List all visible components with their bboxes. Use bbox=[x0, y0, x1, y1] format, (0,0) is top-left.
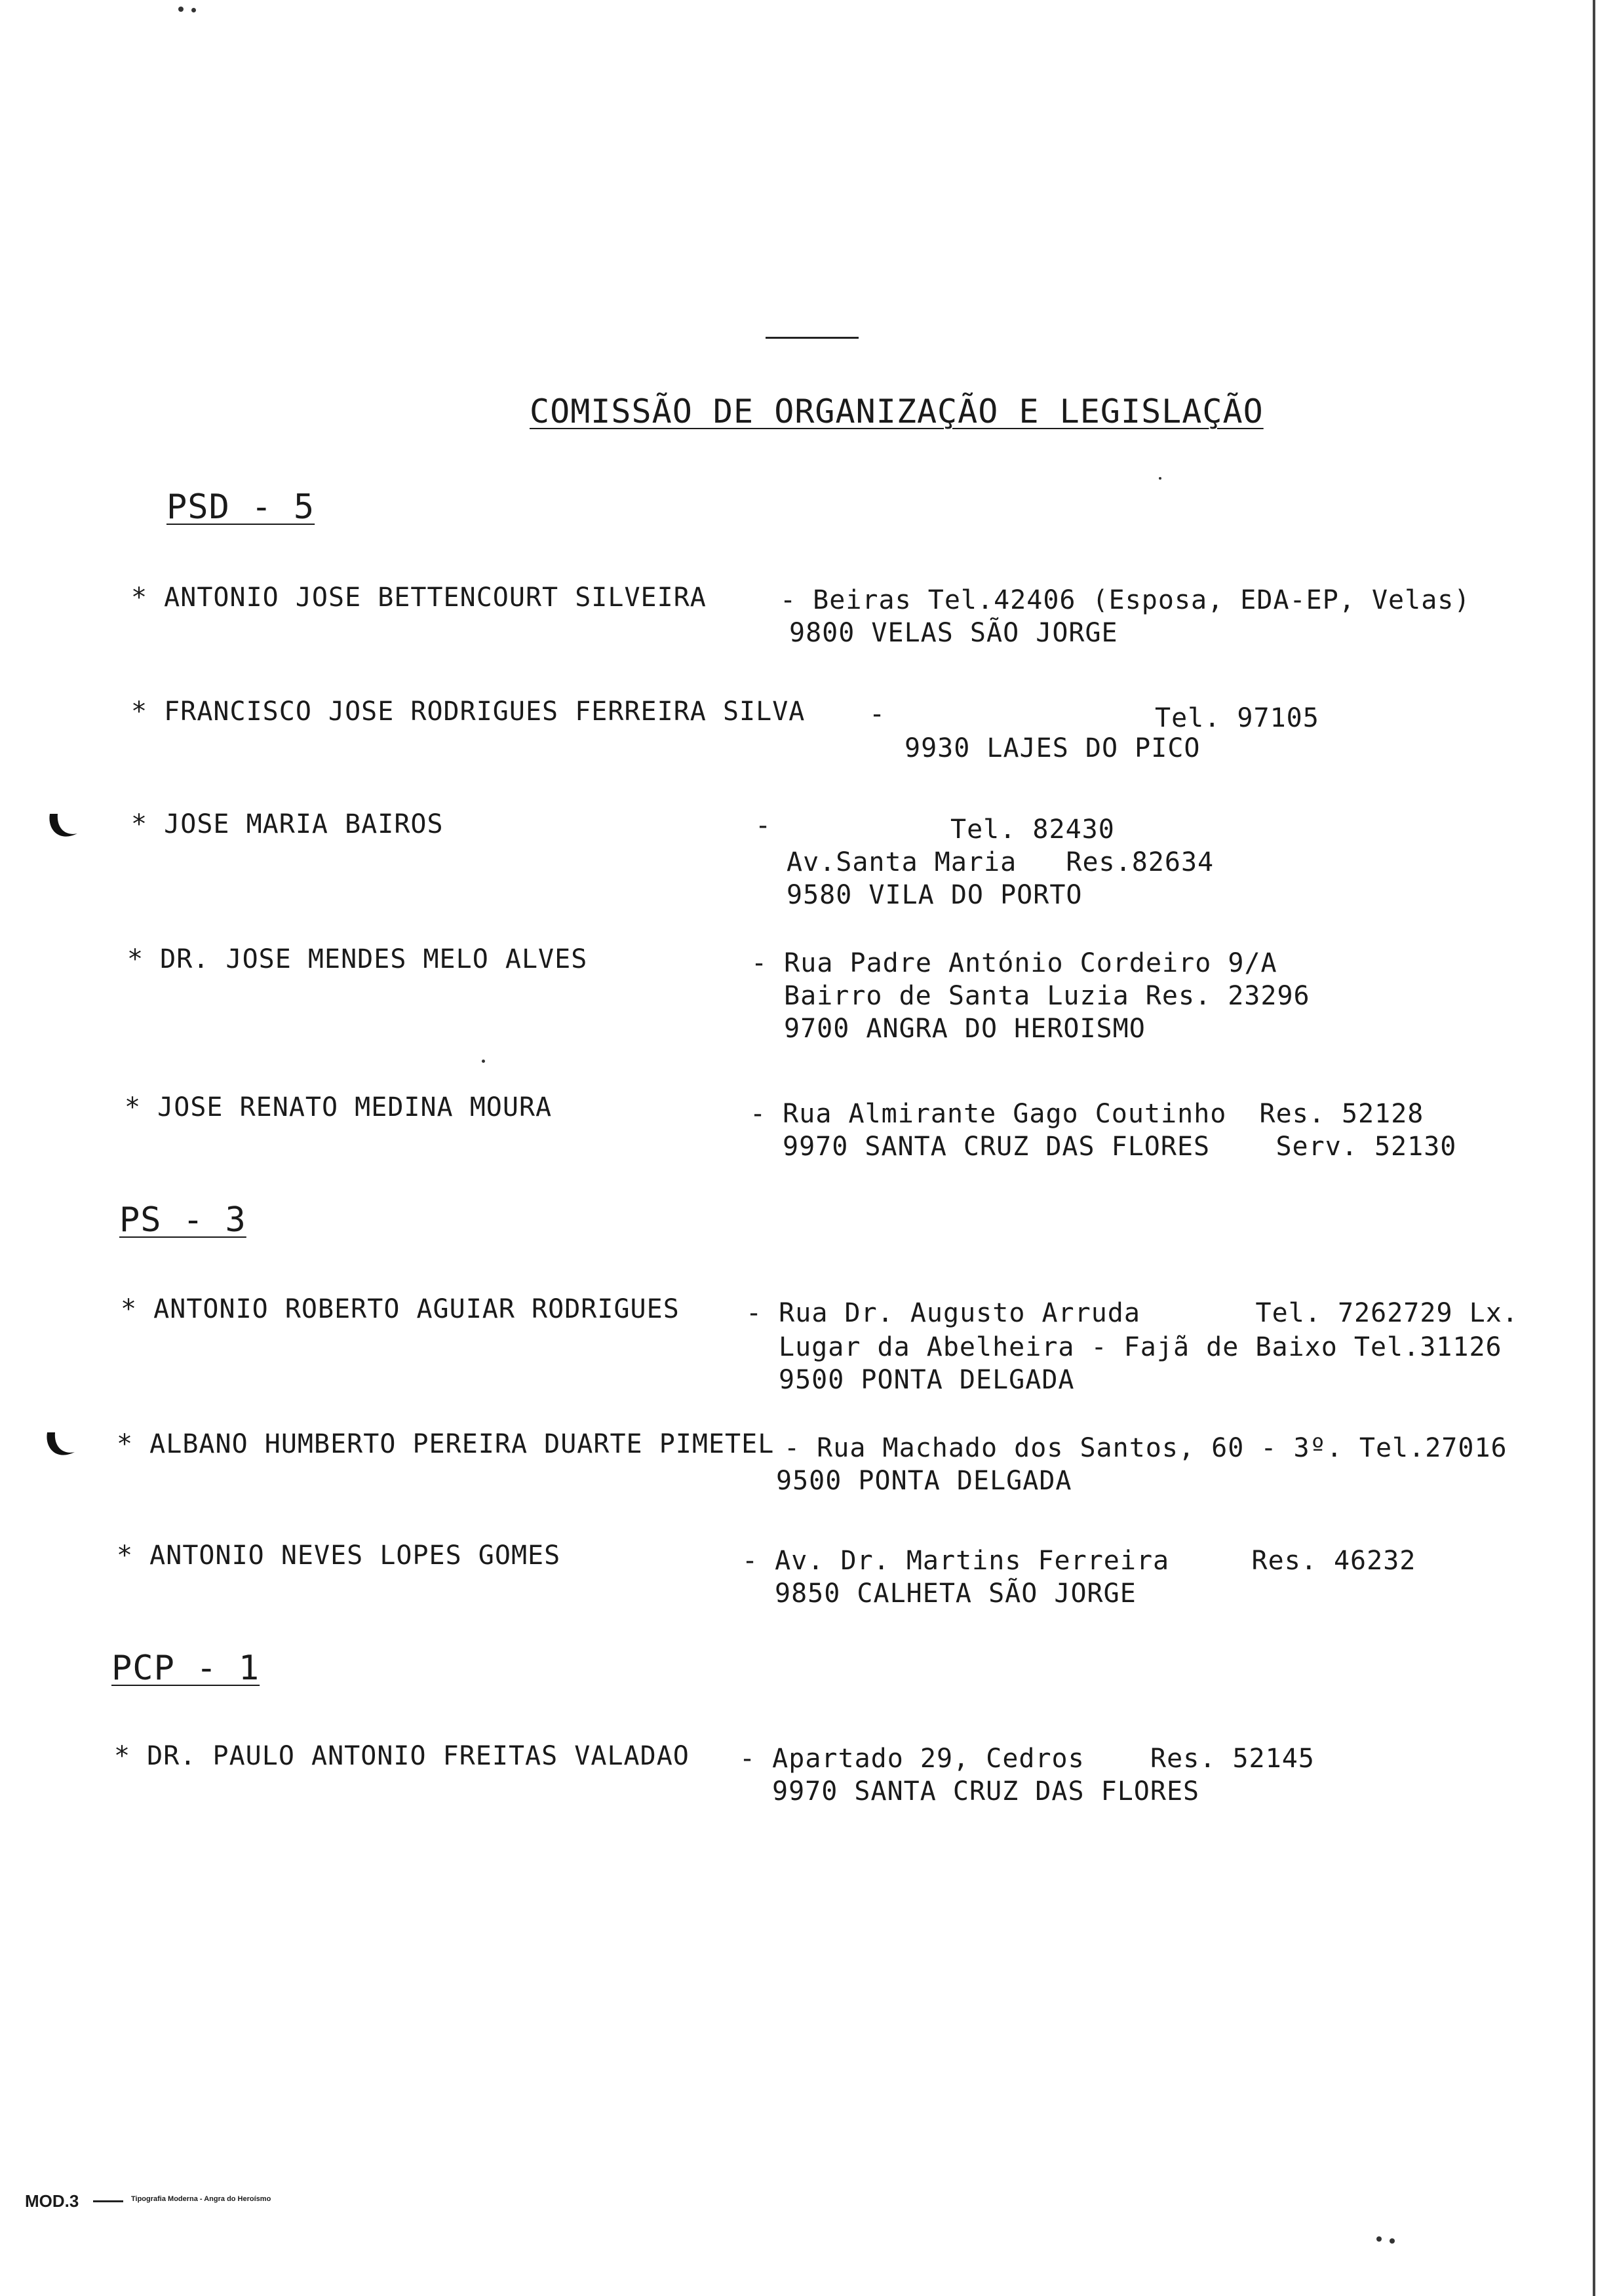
party-heading-ps: PS - 3 bbox=[119, 1200, 246, 1240]
member-address-line: 9700 ANGRA DO HEROISMO bbox=[784, 1014, 1146, 1044]
member-tel: Tel. 82430 bbox=[950, 814, 1115, 845]
top-rule bbox=[766, 337, 859, 339]
party-heading-psd: PSD - 5 bbox=[166, 488, 315, 527]
member-address-line: 9580 VILA DO PORTO bbox=[787, 880, 1083, 910]
crescent-mark-icon bbox=[42, 1426, 79, 1463]
member-name: * ANTONIO NEVES LOPES GOMES bbox=[117, 1540, 561, 1571]
member-address-line: - Beiras Tel.42406 (Esposa, EDA-EP, Velas) bbox=[780, 585, 1471, 615]
member-address-line: - Rua Machado dos Santos, 60 - 3º. Tel.27016 bbox=[784, 1433, 1508, 1463]
member-name: * ALBANO HUMBERTO PEREIRA DUARTE PIMETEL bbox=[117, 1429, 775, 1459]
speck bbox=[1159, 477, 1161, 480]
member-name: * DR. PAULO ANTONIO FREITAS VALADAO bbox=[114, 1741, 690, 1771]
member-address-line: Av.Santa Maria Res.82634 bbox=[787, 847, 1215, 877]
party-heading-pcp: PCP - 1 bbox=[111, 1649, 260, 1688]
member-dash: - bbox=[755, 811, 772, 841]
member-address-line: 9800 VELAS SÃO JORGE bbox=[789, 618, 1118, 648]
member-name: * ANTONIO JOSE BETTENCOURT SILVEIRA bbox=[131, 583, 707, 613]
page-title: COMISSÃO DE ORGANIZAÇÃO E LEGISLAÇÃO bbox=[530, 392, 1264, 430]
speck bbox=[191, 8, 196, 12]
member-address-line: 9970 SANTA CRUZ DAS FLORES Serv. 52130 bbox=[783, 1132, 1457, 1162]
speck bbox=[482, 1060, 485, 1063]
member-address-line: - Apartado 29, Cedros Res. 52145 bbox=[739, 1744, 1315, 1774]
member-address-line: 9930 LAJES DO PICO bbox=[905, 733, 1201, 763]
speck bbox=[1376, 2236, 1382, 2242]
member-address-line: 9500 PONTA DELGADA bbox=[776, 1466, 1072, 1496]
footer-printer: Tipografia Moderna - Angra do Heroísmo bbox=[131, 2195, 271, 2203]
speck bbox=[1390, 2238, 1395, 2244]
member-name: * JOSE MARIA BAIROS bbox=[131, 809, 444, 839]
page-edge-line bbox=[1593, 0, 1595, 2296]
member-name: * DR. JOSE MENDES MELO ALVES bbox=[127, 944, 588, 974]
member-address-line: - Av. Dr. Martins Ferreira Res. 46232 bbox=[742, 1546, 1416, 1576]
member-name: * FRANCISCO JOSE RODRIGUES FERREIRA SILVA bbox=[131, 697, 806, 727]
member-tel: Tel. 97105 bbox=[1155, 703, 1319, 733]
crescent-mark-icon bbox=[45, 807, 81, 844]
member-address-line: - Rua Padre António Cordeiro 9/A bbox=[751, 948, 1277, 978]
member-name: * JOSE RENATO MEDINA MOURA bbox=[125, 1092, 553, 1122]
member-address-line: Bairro de Santa Luzia Res. 23296 bbox=[784, 981, 1310, 1011]
member-address-line: - Rua Almirante Gago Coutinho Res. 52128 bbox=[750, 1099, 1424, 1129]
member-address-line: Lugar da Abelheira - Fajã de Baixo Tel.31126 bbox=[779, 1332, 1502, 1362]
footer-form-code: MOD.3 bbox=[25, 2191, 79, 2211]
speck bbox=[178, 7, 184, 12]
member-dash: - bbox=[869, 699, 886, 729]
member-address-line: 9970 SANTA CRUZ DAS FLORES bbox=[772, 1776, 1200, 1807]
member-name: * ANTONIO ROBERTO AGUIAR RODRIGUES bbox=[121, 1294, 680, 1324]
member-address-line: - Rua Dr. Augusto Arruda Tel. 7262729 Lx. bbox=[746, 1298, 1519, 1328]
footer-dash bbox=[93, 2200, 123, 2202]
member-address-line: 9500 PONTA DELGADA bbox=[779, 1365, 1075, 1395]
member-address-line: 9850 CALHETA SÃO JORGE bbox=[775, 1578, 1137, 1609]
